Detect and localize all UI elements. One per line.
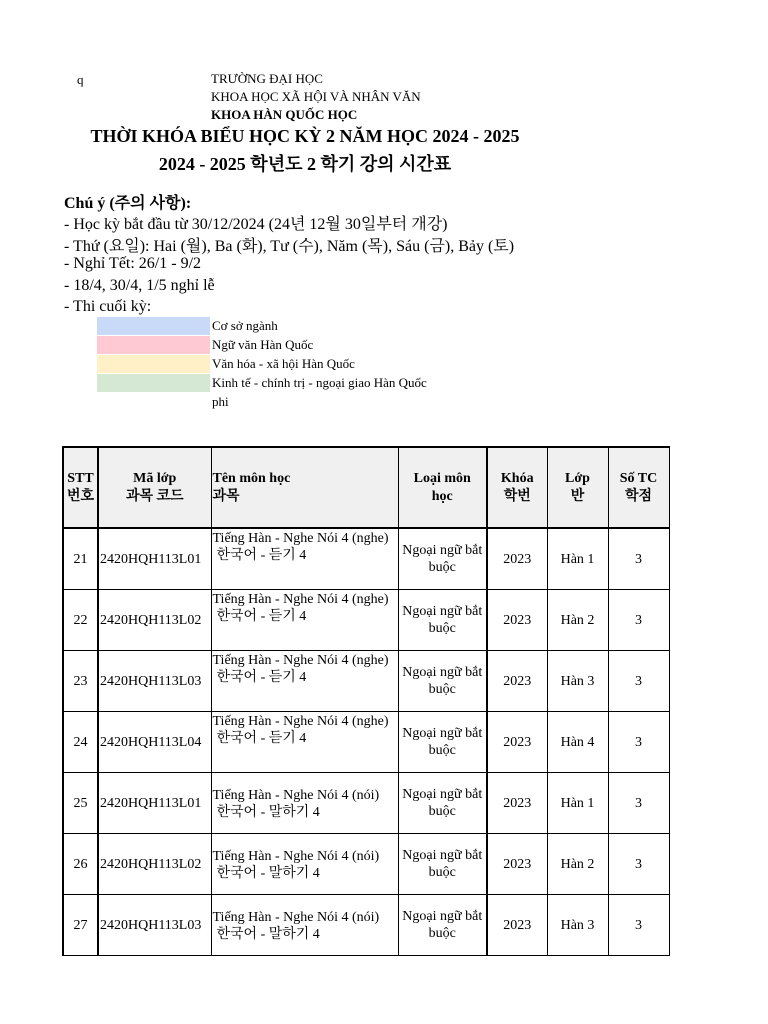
cell-subject: [211, 590, 398, 651]
cell-type: Ngoại ngữ bắt buộc: [398, 895, 487, 956]
cell-code: 2420HQH113L03: [98, 651, 211, 712]
cell-class: Hàn 4: [547, 712, 608, 773]
cell-credits: 3: [608, 590, 669, 651]
table-row: [63, 712, 669, 773]
page-subtitle: 2024 - 2025 학년도 2 학기 강의 시간표: [158, 154, 452, 174]
cell-type: Ngoại ngữ bắt buộc: [398, 651, 487, 712]
legend-swatch: [97, 374, 210, 392]
note-item: - Thi cuối kỳ:: [64, 298, 152, 315]
table-row: [63, 651, 669, 712]
table-row: [63, 773, 669, 834]
subject-ko: 한국어 - 말하기 4: [216, 926, 320, 942]
legend-swatch: [97, 393, 210, 411]
column-header-cohort: Khóa 학번: [487, 447, 547, 528]
cell-credits: 3: [608, 651, 669, 712]
column-header-name: Tên môn học 과목: [211, 447, 398, 528]
subject-ko: 한국어 - 듣기 4: [216, 670, 307, 685]
note-item: - Thứ (요일): Hai (월), Ba (화), Tư (수), Năm (목), Sáu (금), Bảy (토): [64, 238, 515, 255]
column-header-code: Mã lớp 과목 코드: [98, 447, 211, 528]
cell-cohort: 2023: [487, 712, 547, 773]
cell-stt: 23: [63, 651, 98, 712]
table-row: [63, 834, 669, 895]
subject-ko: 한국어 - 말하기 4: [216, 804, 320, 820]
column-header-stt: STT 번호: [63, 447, 98, 528]
faculty-name: KHOA HỌC XÃ HỘI VÀ NHÂN VĂN: [211, 89, 421, 104]
cell-class: Hàn 3: [547, 651, 608, 712]
cell-credits: 3: [608, 895, 669, 956]
cell-subject: [211, 528, 398, 590]
cell-stt: 22: [63, 590, 98, 651]
column-header-type: Loại môn học: [398, 447, 487, 528]
table-row: [63, 590, 669, 651]
table-row: [63, 528, 669, 590]
legend-label: Văn hóa - xã hội Hàn Quốc: [212, 356, 355, 371]
cell-class: Hàn 1: [547, 528, 608, 590]
cell-subject: [211, 773, 398, 834]
subject-vi: Tiếng Hàn - Nghe Nói 4 (nghe): [212, 653, 389, 668]
cell-subject: [211, 895, 398, 956]
legend-label: Cơ sở ngành: [212, 318, 278, 333]
timetable: [62, 446, 670, 956]
table-row: [63, 895, 669, 956]
header-marker: q: [77, 72, 84, 87]
cell-class: Hàn 3: [547, 895, 608, 956]
legend-swatch: [97, 336, 210, 354]
legend-item: [97, 336, 697, 354]
subject-vi: Tiếng Hàn - Nghe Nói 4 (nói): [212, 787, 380, 803]
legend-item: [97, 374, 697, 392]
subject-vi: Tiếng Hàn - Nghe Nói 4 (nói): [212, 848, 380, 864]
cell-code: 2420HQH113L03: [98, 895, 211, 956]
legend-label: phi: [212, 394, 229, 409]
note-item: - Nghỉ Tết: 26/1 - 9/2: [64, 255, 202, 272]
subject-ko: 한국어 - 듣기 4: [216, 609, 307, 624]
cell-cohort: 2023: [487, 528, 547, 590]
column-header-class: Lớp 반: [547, 447, 608, 528]
cell-stt: 27: [63, 895, 98, 956]
notes-heading: Chú ý (주의 사항):: [64, 195, 192, 212]
subject-vi: Tiếng Hàn - Nghe Nói 4 (nghe): [212, 592, 389, 607]
cell-type: Ngoại ngữ bắt buộc: [398, 773, 487, 834]
subject-vi: Tiếng Hàn - Nghe Nói 4 (nghe): [212, 714, 389, 729]
cell-class: Hàn 1: [547, 773, 608, 834]
subject-vi: Tiếng Hàn - Nghe Nói 4 (nói): [212, 909, 380, 925]
cell-type: Ngoại ngữ bắt buộc: [398, 590, 487, 651]
cell-subject: [211, 712, 398, 773]
cell-cohort: 2023: [487, 590, 547, 651]
table-header-row: [63, 447, 669, 528]
cell-cohort: 2023: [487, 773, 547, 834]
legend-item: [97, 317, 697, 335]
cell-credits: 3: [608, 528, 669, 590]
cell-class: Hàn 2: [547, 590, 608, 651]
cell-stt: 24: [63, 712, 98, 773]
cell-code: 2420HQH113L02: [98, 834, 211, 895]
cell-stt: 25: [63, 773, 98, 834]
page-title: THỜI KHÓA BIỂU HỌC KỲ 2 NĂM HỌC 2024 - 2025: [90, 126, 520, 146]
cell-stt: 21: [63, 528, 98, 590]
legend-label: Ngữ văn Hàn Quốc: [212, 337, 314, 352]
legend-item: [97, 355, 697, 373]
cell-cohort: 2023: [487, 651, 547, 712]
legend-item: [97, 393, 697, 411]
legend-swatch: [97, 317, 210, 335]
cell-code: 2420HQH113L02: [98, 590, 211, 651]
cell-subject: [211, 651, 398, 712]
cell-stt: 26: [63, 834, 98, 895]
cell-class: Hàn 2: [547, 834, 608, 895]
cell-code: 2420HQH113L01: [98, 773, 211, 834]
cell-type: Ngoại ngữ bắt buộc: [398, 712, 487, 773]
cell-credits: 3: [608, 834, 669, 895]
cell-cohort: 2023: [487, 895, 547, 956]
cell-code: 2420HQH113L04: [98, 712, 211, 773]
column-header-credits: Số TC 학점: [608, 447, 669, 528]
cell-subject: [211, 834, 398, 895]
cell-credits: 3: [608, 712, 669, 773]
legend-label: Kinh tế - chính trị - ngoại giao Hàn Quốc: [212, 375, 427, 390]
note-item: - 18/4, 30/4, 1/5 nghỉ lễ: [64, 277, 215, 294]
cell-code: 2420HQH113L01: [98, 528, 211, 590]
cell-credits: 3: [608, 773, 669, 834]
subject-ko: 한국어 - 듣기 4: [216, 548, 307, 563]
cell-type: Ngoại ngữ bắt buộc: [398, 834, 487, 895]
note-item: - Học kỳ bắt đầu từ 30/12/2024 (24년 12월 30일부터 개강): [64, 216, 448, 233]
cell-type: Ngoại ngữ bắt buộc: [398, 528, 487, 590]
legend-swatch: [97, 355, 210, 373]
subject-ko: 한국어 - 말하기 4: [216, 865, 320, 881]
subject-vi: Tiếng Hàn - Nghe Nói 4 (nghe): [212, 531, 389, 546]
university-name: TRƯỜNG ĐẠI HỌC: [211, 71, 323, 86]
department-name: KHOA HÀN QUỐC HỌC: [211, 107, 358, 122]
subject-ko: 한국어 - 듣기 4: [216, 731, 307, 746]
cell-cohort: 2023: [487, 834, 547, 895]
